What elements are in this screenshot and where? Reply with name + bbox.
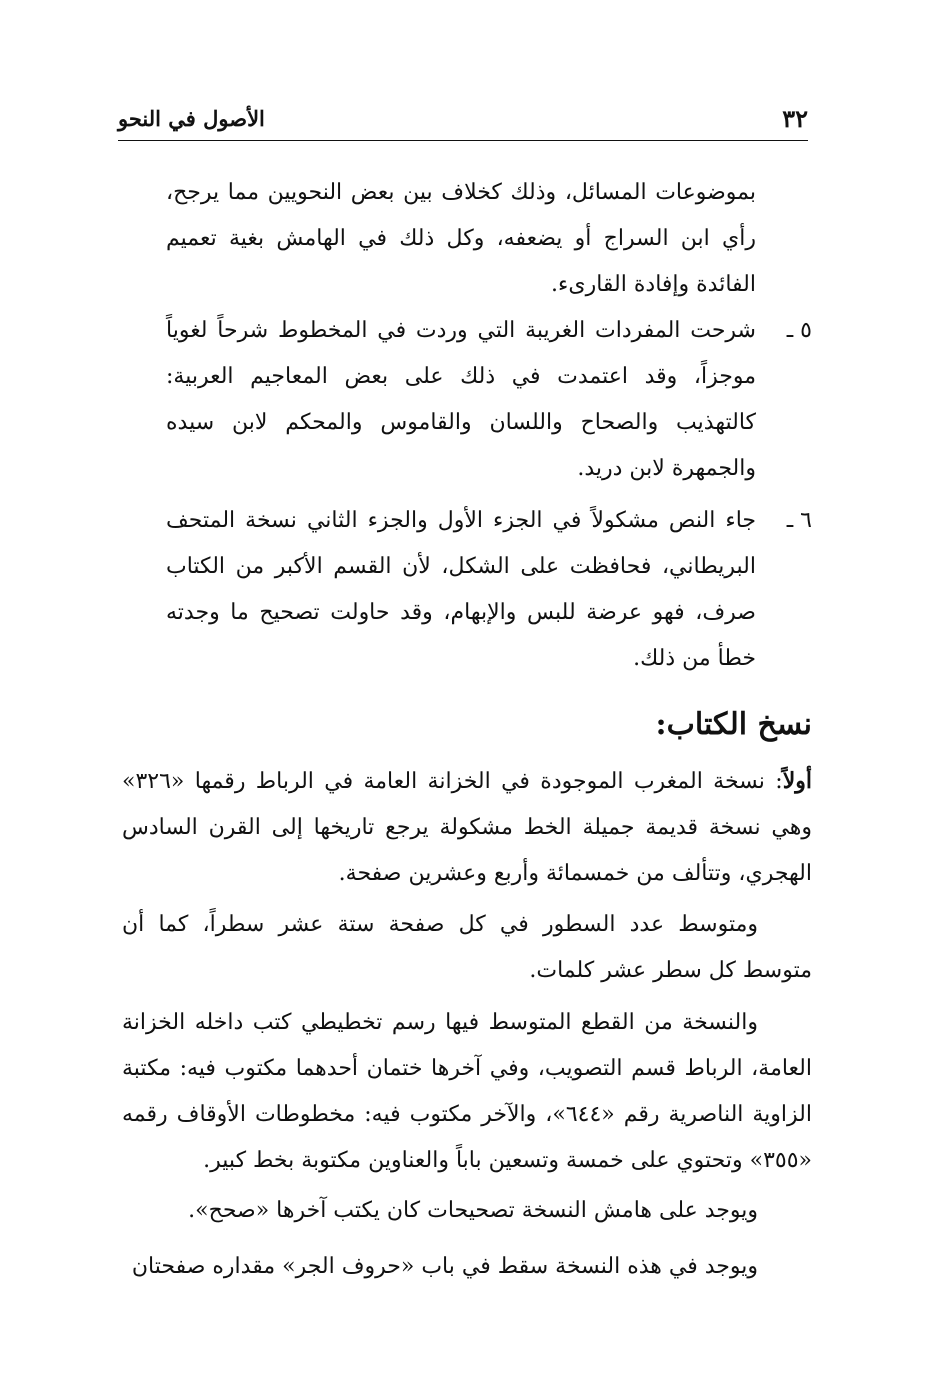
- list-item-number: ٥ ـ: [786, 318, 812, 343]
- section-heading: نسخ الكتاب:: [655, 707, 812, 742]
- running-header: [118, 104, 808, 140]
- paragraph-first-copy: [122, 758, 812, 897]
- paragraph-lead-word: أولاً: [782, 768, 812, 794]
- list-item-text: شرحت المفردات الغريبة التي وردت في المخطوط شرحاً لغوياً موجزاً، وقد اعتمدت في ذلك على بعض المعاجيم العربية: كالتهذيب والصحاح واللسان والقاموس والمحكم لابن سيده والجمهرة لابن دريد.: [166, 318, 756, 481]
- paragraph-first-text: : نسخة المغرب الموجودة في الخزانة العامة في الرباط رقمها «٣٢٦» وهي نسخة قديمة جميلة الخط مشكولة يرجع تاريخها إلى القرن السادس الهجري، وتتألف من خمسمائة وأربع وعشرين صفحة.: [122, 769, 812, 886]
- book-title: الأصول في النحو: [118, 106, 265, 131]
- list-item-number: ٦ ـ: [786, 508, 812, 533]
- list-item-text: جاء النص مشكولاً في الجزء الأول والجزء الثاني نسخة المتحف البريطاني، فحافظت على الشكل، لأن القسم الأكبر من الكتاب صرف، فهو عرضة للبس والإبهام، وقد حاولت تصحيح ما وجدته خطأ من ذلك.: [166, 508, 756, 671]
- paragraph-margin-corrections: ويوجد على هامش النسخة تصحيحات كان يكتب آخرها «صحح».: [188, 1198, 758, 1223]
- paragraph-missing-section: ويوجد في هذه النسخة سقط في باب «حروف الجر» مقداره صفحتان: [131, 1254, 758, 1279]
- page-number: ٣٢: [782, 104, 808, 133]
- header-rule: [118, 140, 808, 141]
- list-item-5: [166, 308, 812, 498]
- paragraph-copy-description: والنسخة من القطع المتوسط فيها رسم تخطيطي كتب داخله الخزانة العامة، الرباط قسم التصويب، وفي آخرها ختمان أحدهما مكتوب فيه: مكتبة الزاوية الناصرية رقم «٦٤٤»، والآخر مكتوب فيه: مخطوطات الأوقاف رقمه «٣٥٥» وتحتوي على خمسة وتسعين باباً والعناوين مكتوبة بخط كبير.: [122, 1010, 812, 1173]
- list-item-6: [166, 498, 812, 688]
- paragraph-line-average: ومتوسط عدد السطور في كل صفحة ستة عشر سطراً، كما أن متوسط كل سطر عشر كلمات.: [122, 912, 812, 983]
- continuation-paragraph: بموضوعات المسائل، وذلك كخلاف بين بعض النحويين مما يرجح، رأي ابن السراج أو يضعفه، وكل ذلك في الهامش بغية تعميم الفائدة وإفادة القارىء.: [166, 180, 756, 297]
